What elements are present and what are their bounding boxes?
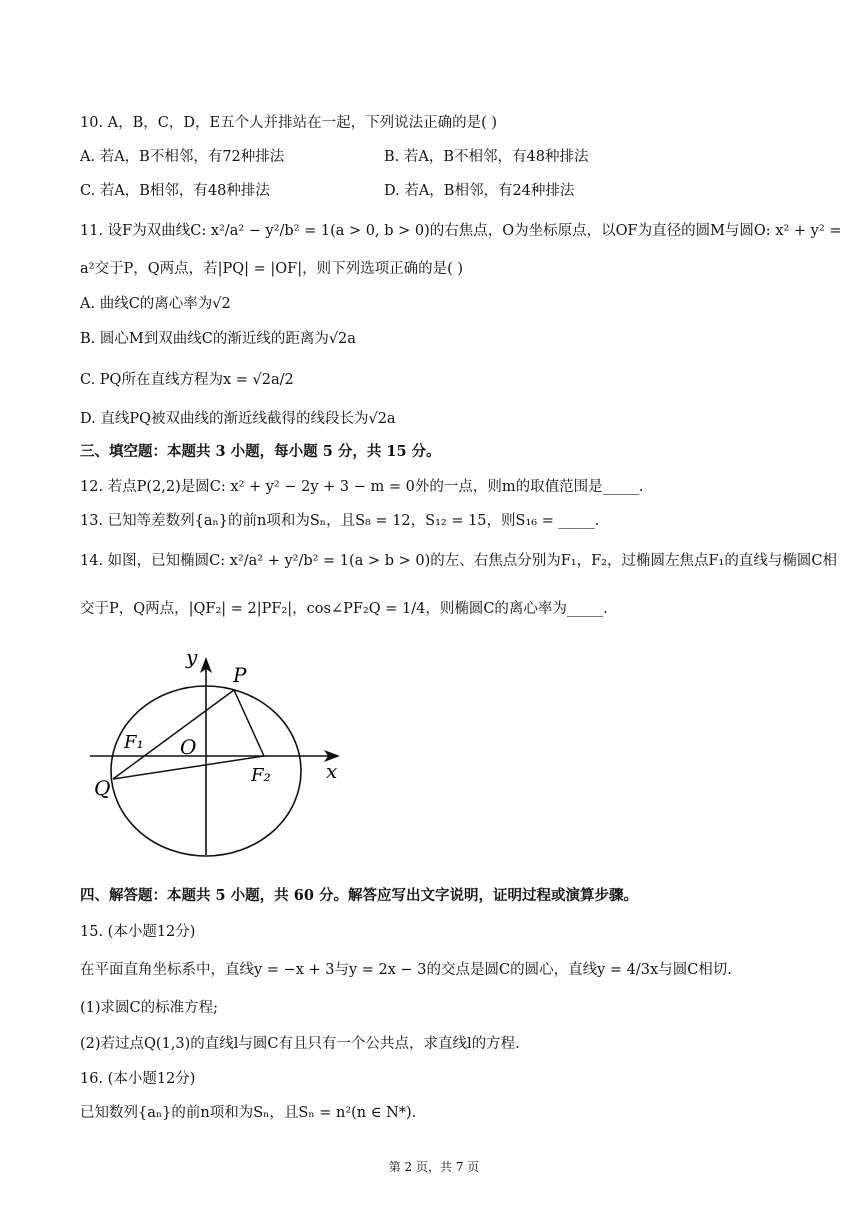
q10-stem: 10. A，B，C，D，E五个人并排站在一起，下列说法正确的是( ) <box>80 115 498 131</box>
label-f1: F₁ <box>124 732 144 753</box>
q11-option-b: B. 圆心M到双曲线C的渐近线的距离为√2a <box>80 331 356 347</box>
q15-part-1: (1)求圆C的标准方程; <box>80 1000 219 1016</box>
q16-head: 16. (本小题12分) <box>80 1071 196 1087</box>
page-footer: 第 2 页，共 7 页 <box>388 1160 480 1174</box>
label-q: Q <box>94 776 111 800</box>
q11-stem-line1: 11. 设F为双曲线C: x²/a² − y²/b² = 1(a > 0, b > 0)的右焦点，O为坐标原点，以OF为直径的圆M与圆O: x² + y² = <box>80 223 842 239</box>
label-y: y <box>186 645 198 669</box>
q11-option-c: C. PQ所在直线方程为x = √2a/2 <box>80 372 294 388</box>
q11-stem-line2: a²交于P，Q两点，若|PQ| = |OF|，则下列选项正确的是( ) <box>80 261 464 277</box>
q15-head: 15. (本小题12分) <box>80 924 196 940</box>
section-3-heading: 三、填空题：本题共 3 小题，每小题 5 分，共 15 分。 <box>80 443 441 460</box>
q11-option-a: A. 曲线C的离心率为√2 <box>80 296 231 312</box>
q10-option-a: A. 若A，B不相邻，有72种排法 <box>80 149 285 165</box>
q10-option-c: C. 若A，B相邻，有48种排法 <box>80 183 270 199</box>
question-13: 13. 已知等差数列{aₙ}的前n项和为Sₙ，且S₈ = 12，S₁₂ = 15，则S₁₆ = _____. <box>80 513 600 529</box>
q14-stem-line2: 交于P，Q两点，|QF₂| = 2|PF₂|，cos∠PF₂Q = 1/4，则椭圆C的离心率为_____. <box>80 601 608 617</box>
line-qf2 <box>113 756 264 779</box>
label-o: O <box>180 735 197 759</box>
q15-part-2: (2)若过点Q(1,3)的直线l与圆C有且只有一个公共点，求直线l的方程. <box>80 1036 520 1052</box>
q16-stem: 已知数列{aₙ}的前n项和为Sₙ，且Sₙ = n²(n ∈ N*). <box>80 1105 417 1121</box>
question-12: 12. 若点P(2,2)是圆C: x² + y² − 2y + 3 − m = 0外的一点，则m的取值范围是_____. <box>80 479 644 495</box>
q10-option-b: B. 若A，B不相邻，有48种排法 <box>384 149 589 165</box>
label-f2: F₂ <box>251 765 271 786</box>
q15-stem: 在平面直角坐标系中，直线y = −x + 3与y = 2x − 3的交点是圆C的圆心，直线y = 4/3x与圆C相切. <box>80 962 732 978</box>
q11-option-d: D. 直线PQ被双曲线的渐近线截得的线段长为√2a <box>80 411 396 427</box>
section-4-heading: 四、解答题：本题共 5 小题，共 60 分。解答应写出文字说明，证明过程或演算步骤。 <box>80 887 638 904</box>
q14-stem-line1: 14. 如图，已知椭圆C: x²/a² + y²/b² = 1(a > b > 0)的左、右焦点分别为F₁，F₂，过椭圆左焦点F₁的直线与椭圆C相 <box>80 553 837 569</box>
label-p: P <box>233 663 247 687</box>
q10-option-d: D. 若A，B相邻，有24种排法 <box>384 183 575 199</box>
label-x: x <box>326 759 338 783</box>
ellipse-figure <box>86 640 356 865</box>
